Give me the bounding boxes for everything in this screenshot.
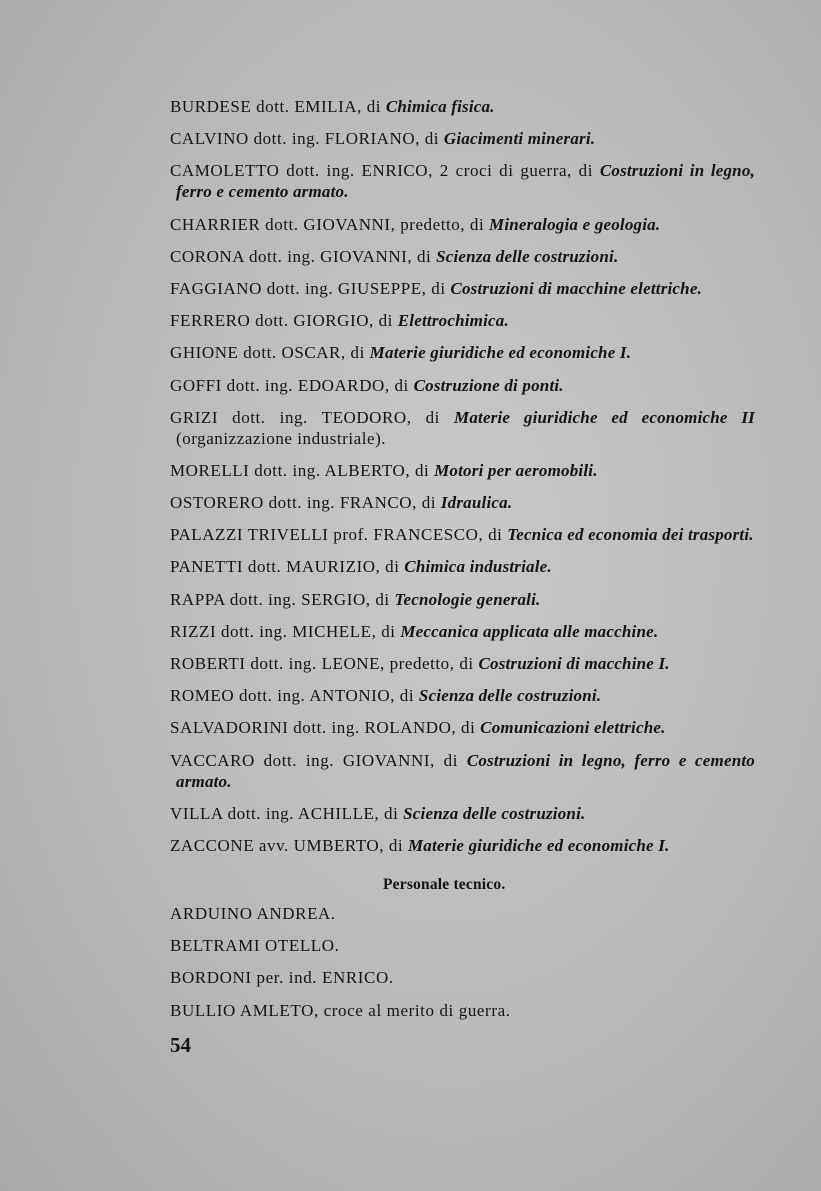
faculty-list [170, 96, 755, 867]
faculty-entry: SALVADORINI dott. ing. ROLANDO, di Comunicazioni elettriche. [170, 718, 666, 738]
faculty-entry: CHARRIER dott. GIOVANNI, predetto, di Mineralogia e geologia. [170, 214, 661, 234]
faculty-entry: ZACCONE avv. UMBERTO, di Materie giuridiche ed economiche I. [170, 835, 670, 855]
page-number: 54 [170, 1033, 191, 1057]
faculty-entry: FERRERO dott. GIORGIO, di Elettrochimica. [170, 311, 509, 331]
faculty-entry: FAGGIANO dott. ing. GIUSEPPE, di Costruzioni di macchine elettriche. [170, 278, 703, 298]
staff-entry: BULLIO AMLETO, croce al merito di guerra. [170, 1000, 511, 1020]
faculty-entry: BURDESE dott. EMILIA, di Chimica fisica. [170, 97, 495, 116]
faculty-entry: GRIZI dott. ing. TEODORO, di Materie giuridiche ed economiche II (organizzazione industriale). [170, 407, 755, 448]
faculty-entry: ROBERTI dott. ing. LEONE, predetto, di Costruzioni di macchine I. [170, 654, 670, 673]
faculty-entry: VACCARO dott. ing. GIOVANNI, di Costruzioni in legno, ferro e cemento armato. [170, 750, 755, 791]
faculty-entry: VILLA dott. ing. ACHILLE, di Scienza delle costruzioni. [170, 803, 586, 823]
faculty-entry: PANETTI dott. MAURIZIO, di Chimica industriale. [170, 557, 552, 577]
staff-entry: BORDONI per. ind. ENRICO. [170, 968, 394, 988]
faculty-entry: CALVINO dott. ing. FLORIANO, di Giacimenti minerari. [170, 129, 596, 149]
faculty-entry: PALAZZI TRIVELLI prof. FRANCESCO, di Tecnica ed economia dei trasporti. [170, 525, 754, 545]
technical-staff-list [170, 903, 511, 1032]
section-title: Personale tecnico. [383, 876, 506, 893]
faculty-entry: GHIONE dott. OSCAR, di Materie giuridiche ed economiche I. [170, 343, 632, 363]
faculty-entry: GOFFI dott. ing. EDOARDO, di Costruzione di ponti. [170, 375, 564, 395]
faculty-entry: MORELLI dott. ing. ALBERTO, di Motori per aeromobili. [170, 460, 598, 480]
faculty-entry: OSTORERO dott. ing. FRANCO, di Idraulica. [170, 493, 513, 513]
faculty-entry: CAMOLETTO dott. ing. ENRICO, 2 croci di guerra, di Costruzioni in legno, ferro e cemento armato. [170, 161, 755, 202]
faculty-entry: RAPPA dott. ing. SERGIO, di Tecnologie generali. [170, 589, 541, 609]
staff-entry: BELTRAMI OTELLO. [170, 936, 340, 956]
faculty-entry: ROMEO dott. ing. ANTONIO, di Scienza delle costruzioni. [170, 686, 602, 706]
faculty-entry: RIZZI dott. ing. MICHELE, di Meccanica applicata alle macchine. [170, 621, 659, 641]
faculty-entry: CORONA dott. ing. GIOVANNI, di Scienza delle costruzioni. [170, 246, 619, 266]
staff-entry: ARDUINO ANDREA. [170, 904, 336, 923]
